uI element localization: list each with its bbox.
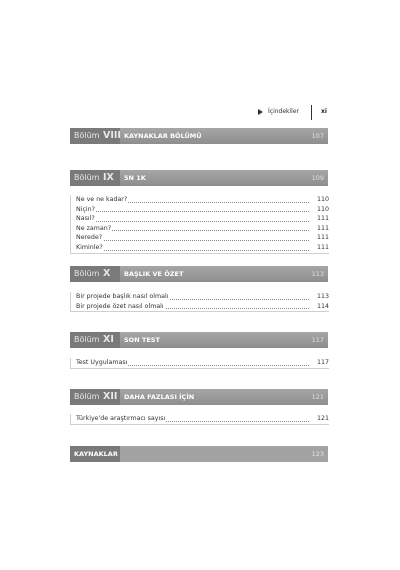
toc-entry[interactable]: [71, 414, 329, 424]
toc-entry-page: 111: [316, 224, 329, 232]
toc-entry[interactable]: [71, 302, 329, 312]
running-header: [258, 107, 340, 121]
chapter-word: Bölüm: [74, 131, 100, 140]
toc-entry-text: Türkiye'de araştırmacı sayısı: [76, 415, 166, 422]
references-title: KAYNAKLAR: [74, 450, 118, 458]
chapter-title: SON TEST: [124, 336, 160, 344]
toc-entry-text: Bir projede başlık nasıl olmalı: [76, 293, 169, 300]
chapter-page: 109: [311, 174, 324, 182]
toc-entry-text: Bir projede özet nasıl olmalı: [76, 302, 164, 310]
chapter-page: 107: [311, 132, 324, 140]
dot-leader: [79, 211, 309, 212]
chapter-numeral: XII: [103, 391, 118, 402]
dot-leader: [79, 221, 309, 222]
header-page-number: xi: [321, 108, 327, 115]
chapter-title: BAŞLIK VE ÖZET: [124, 270, 184, 278]
chapter-numeral: XI: [103, 334, 114, 345]
chapter-entries: [70, 292, 329, 312]
toc-entry-page: 113: [316, 293, 329, 300]
dot-leader: [79, 250, 309, 251]
toc-entry-page: 111: [316, 234, 329, 242]
toc-entry-text: Niçin?: [76, 205, 96, 213]
dot-leader: [79, 240, 309, 241]
chapter-word: Bölüm: [74, 392, 100, 401]
toc-entry[interactable]: [71, 358, 329, 368]
header-section-title: İçindekiler: [268, 108, 300, 115]
chapter-heading[interactable]: [70, 389, 328, 405]
chapter-page: 121: [311, 393, 324, 401]
toc-entry-page: 117: [316, 359, 329, 366]
toc-entry[interactable]: [71, 205, 329, 215]
toc-entry[interactable]: [71, 233, 329, 243]
references-page: 123: [311, 450, 324, 458]
chapter-numeral: X: [103, 268, 111, 279]
toc-entry-text: Kiminle?: [76, 243, 103, 251]
chapter-heading[interactable]: [70, 170, 328, 186]
header-divider: [311, 105, 312, 120]
chapter-word: Bölüm: [74, 173, 100, 182]
toc-entry[interactable]: [71, 243, 329, 253]
toc-entry-text: Ne ve ne kadar?: [76, 196, 128, 203]
chapter-entries: [70, 358, 329, 369]
toc-entry-page: 111: [316, 243, 329, 251]
chapter-word: Bölüm: [74, 335, 100, 344]
chapter-heading[interactable]: [70, 332, 328, 348]
toc-entry-text: Ne zaman?: [76, 224, 112, 232]
chapter-heading[interactable]: [70, 266, 328, 282]
toc-entry-page: 111: [316, 215, 329, 223]
dot-leader: [79, 230, 309, 231]
toc-entry-page: 114: [316, 302, 329, 310]
chapter-heading[interactable]: [70, 128, 328, 144]
triangle-bullet-icon: [258, 109, 263, 115]
chapter-title: DAHA FAZLASI İÇİN: [124, 393, 195, 401]
toc-entry-text: Nasıl?: [76, 215, 95, 223]
chapter-numeral: VIII: [103, 130, 121, 141]
chapter-page: 113: [311, 270, 324, 278]
toc-entry-page: 110: [316, 205, 329, 213]
toc-entry[interactable]: [71, 292, 329, 302]
toc-entry[interactable]: [71, 195, 329, 205]
toc-entry[interactable]: [71, 224, 329, 234]
toc-entry-text: Nerede?: [76, 234, 103, 242]
chapter-numeral: IX: [103, 172, 114, 183]
toc-entry-page: 121: [316, 415, 329, 422]
chapter-title: 5N 1K: [124, 174, 146, 182]
chapter-page: 117: [311, 336, 324, 344]
toc-entry-page: 110: [316, 196, 329, 203]
chapter-word: Bölüm: [74, 269, 100, 278]
references-heading[interactable]: [70, 446, 328, 462]
chapter-entries: [70, 414, 329, 425]
chapter-entries: [70, 195, 329, 254]
toc-entry-text: Test Uygulaması: [76, 359, 128, 366]
chapter-title: KAYNAKLAR BÖLÜMÜ: [124, 132, 202, 140]
toc-entry[interactable]: [71, 214, 329, 224]
